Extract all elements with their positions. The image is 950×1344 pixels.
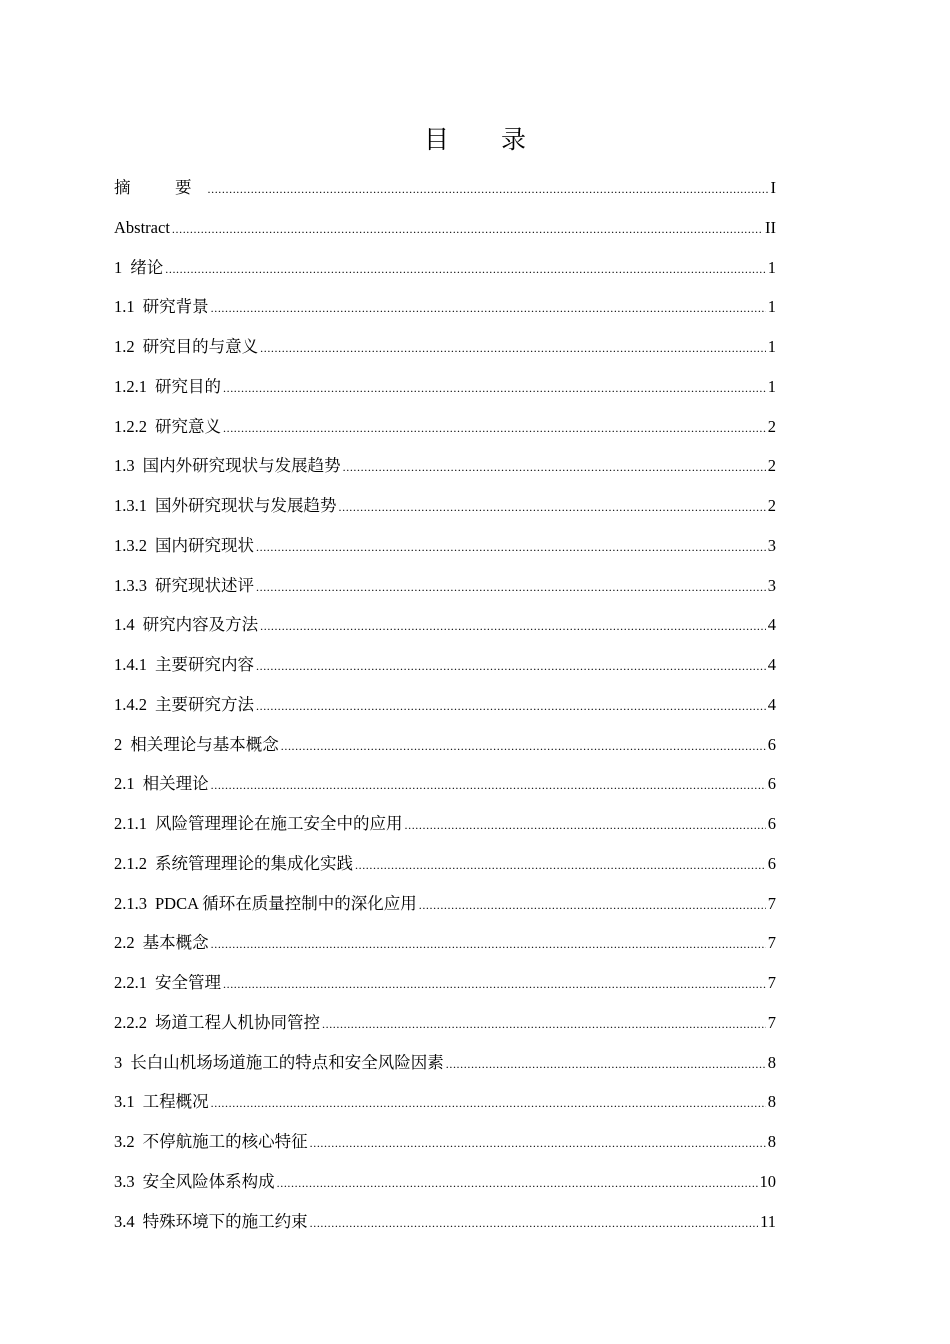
toc-entry[interactable] <box>114 923 776 963</box>
toc-dot-leader <box>256 687 766 727</box>
toc-entry[interactable] <box>114 844 776 884</box>
toc-entry-number: 2.2.1 <box>114 973 147 992</box>
toc-dot-leader <box>256 647 766 687</box>
toc-dot-leader <box>310 1204 758 1244</box>
toc-entry[interactable] <box>114 1082 776 1122</box>
toc-entry[interactable] <box>114 1202 776 1242</box>
toc-dot-leader <box>339 488 766 528</box>
toc-entry[interactable] <box>114 963 776 1003</box>
toc-entry-title: 摘 要 <box>114 178 206 197</box>
toc-entry-number: 2.2 <box>114 933 135 953</box>
toc-list <box>114 168 776 1241</box>
toc-dot-leader <box>281 727 766 767</box>
toc-dot-leader <box>310 1124 766 1164</box>
toc-entry-number: 1.2.1 <box>114 376 147 396</box>
toc-entry-page: 7 <box>767 933 776 953</box>
toc-entry-number: 2.1.1 <box>114 814 147 833</box>
toc-entry-page: 6 <box>767 734 776 754</box>
toc-entry-number: 1.4.1 <box>114 655 147 674</box>
toc-entry-page: 1 <box>767 297 776 317</box>
toc-entry[interactable] <box>114 764 776 804</box>
toc-dot-leader <box>446 1045 766 1085</box>
toc-entry-title: 风险管理理论在施工安全中的应用 <box>155 814 403 833</box>
toc-entry-title: 不停航施工的核心特征 <box>142 1132 308 1151</box>
toc-entry-page: 6 <box>767 853 776 873</box>
toc-entry-page: 1 <box>767 337 776 356</box>
toc-entry[interactable] <box>114 725 776 765</box>
toc-entry-number: 1.3 <box>114 456 135 476</box>
toc-entry[interactable] <box>114 526 776 566</box>
toc-entry[interactable] <box>114 804 776 844</box>
toc-entry-title: 工程概况 <box>142 1092 209 1112</box>
toc-entry-title: PDCA 循环在质量控制中的深化应用 <box>155 893 417 913</box>
toc-entry-title: 研究目的与意义 <box>142 337 259 356</box>
toc-entry[interactable] <box>114 407 776 447</box>
toc-entry-page: 7 <box>767 1012 776 1032</box>
toc-dot-leader <box>260 607 766 647</box>
toc-entry-number: 2.1.2 <box>114 853 147 873</box>
toc-entry-number: 1.2.2 <box>114 416 147 436</box>
toc-entry-title: 研究背景 <box>142 297 209 317</box>
toc-dot-leader <box>343 448 766 488</box>
toc-dot-leader <box>419 886 766 926</box>
toc-dot-leader <box>405 806 766 846</box>
toc-entry-title: 安全管理 <box>155 973 221 992</box>
toc-entry-page: 11 <box>760 1211 776 1231</box>
toc-entry-number: 1 <box>114 257 123 277</box>
toc-entry[interactable] <box>114 645 776 685</box>
toc-entry-page: 1 <box>767 376 776 396</box>
toc-entry-number: 3.3 <box>114 1171 135 1191</box>
toc-entry[interactable] <box>114 446 776 486</box>
toc-entry[interactable] <box>114 566 776 606</box>
toc-entry-title: 研究意义 <box>155 416 221 436</box>
toc-entry[interactable] <box>114 884 776 924</box>
toc-entry-page: 6 <box>767 774 776 794</box>
toc-entry-page: I <box>770 178 776 197</box>
toc-entry-number: 2.1.3 <box>114 893 147 913</box>
toc-entry-page: 2 <box>767 496 776 515</box>
toc-entry-title: 场道工程人机协同管控 <box>155 1012 320 1032</box>
toc-entry-number: 3.4 <box>114 1211 135 1231</box>
toc-entry-page: 3 <box>767 535 776 555</box>
toc-entry[interactable] <box>114 168 776 208</box>
toc-entry-page: 2 <box>767 456 776 476</box>
toc-entry[interactable] <box>114 1043 776 1083</box>
toc-entry-title: 主要研究内容 <box>155 655 254 674</box>
toc-entry-number: 3.2 <box>114 1132 135 1151</box>
toc-entry-page: 4 <box>767 694 776 714</box>
toc-entry-title: 基本概念 <box>142 933 209 953</box>
toc-dot-leader <box>211 925 766 965</box>
toc-entry-title: 研究内容及方法 <box>142 615 259 635</box>
toc-entry-title: 主要研究方法 <box>155 694 254 714</box>
toc-entry-number: 1.3.2 <box>114 535 147 555</box>
toc-dot-leader <box>223 369 766 409</box>
toc-entry[interactable] <box>114 327 776 367</box>
toc-dot-leader <box>260 329 766 369</box>
toc-dot-leader <box>211 289 766 329</box>
toc-entry-number: 1.3.3 <box>114 575 147 595</box>
toc-entry[interactable] <box>114 1122 776 1162</box>
toc-entry-title: 国内外研究现状与发展趋势 <box>142 456 341 476</box>
toc-entry-number: 3.1 <box>114 1092 135 1112</box>
toc-entry-page: II <box>765 217 776 237</box>
toc-entry-number: 3 <box>114 1052 123 1072</box>
toc-entry-number: 1.4 <box>114 615 135 635</box>
toc-entry-title: 国外研究现状与发展趋势 <box>155 496 337 515</box>
toc-entry-number: 2.2.2 <box>114 1012 147 1032</box>
toc-entry-page: 7 <box>767 973 776 992</box>
toc-entry-page: 8 <box>767 1092 776 1112</box>
toc-dot-leader <box>211 1084 766 1124</box>
toc-entry-page: 8 <box>767 1052 776 1072</box>
toc-entry-title: 相关理论与基本概念 <box>130 734 279 754</box>
toc-entry-page: 4 <box>767 655 776 674</box>
toc-entry-page: 6 <box>767 814 776 833</box>
toc-entry[interactable] <box>114 685 776 725</box>
toc-entry-page: 8 <box>767 1132 776 1151</box>
toc-entry-title: 安全风险体系构成 <box>142 1171 275 1191</box>
toc-entry-number: 2 <box>114 734 123 754</box>
toc-entry-page: 2 <box>767 416 776 436</box>
toc-dot-leader <box>172 210 763 250</box>
toc-entry[interactable] <box>114 486 776 526</box>
toc-entry-title: 绪论 <box>130 257 164 277</box>
toc-entry-title: 国内研究现状 <box>155 535 254 555</box>
toc-entry[interactable] <box>114 1162 776 1202</box>
toc-entry-page: 10 <box>759 1171 776 1191</box>
toc-entry-title: 相关理论 <box>142 774 209 794</box>
toc-entry[interactable] <box>114 367 776 407</box>
toc-entry-number: 1.2 <box>114 337 135 356</box>
toc-entry-title: 特殊环境下的施工约束 <box>142 1211 308 1231</box>
toc-entry-title: 长白山机场场道施工的特点和安全风险因素 <box>130 1052 444 1072</box>
toc-entry-title: 研究现状述评 <box>155 575 254 595</box>
toc-entry[interactable] <box>114 248 776 288</box>
toc-entry-number: 2.1 <box>114 774 135 794</box>
toc-title: 目 录 <box>424 125 548 154</box>
toc-entry-page: 7 <box>767 893 776 913</box>
toc-dot-leader <box>211 766 766 806</box>
toc-entry-title: Abstract <box>114 217 170 237</box>
toc-entry[interactable] <box>114 287 776 327</box>
toc-entry-number: 1.1 <box>114 297 135 317</box>
toc-dot-leader <box>256 568 766 608</box>
toc-dot-leader <box>322 1005 766 1045</box>
toc-dot-leader <box>165 250 766 290</box>
toc-dot-leader <box>355 846 766 886</box>
toc-entry-number: 1.4.2 <box>114 694 147 714</box>
toc-entry-page: 4 <box>767 615 776 635</box>
toc-entry[interactable] <box>114 1003 776 1043</box>
toc-entry-number: 1.3.1 <box>114 496 147 515</box>
toc-dot-leader <box>256 528 766 568</box>
toc-dot-leader <box>223 965 766 1005</box>
toc-dot-leader <box>277 1164 758 1204</box>
toc-dot-leader <box>208 170 769 210</box>
toc-entry-title: 研究目的 <box>155 376 221 396</box>
toc-entry-page: 1 <box>767 257 776 277</box>
toc-entry[interactable] <box>114 208 776 248</box>
toc-entry-page: 3 <box>767 575 776 595</box>
toc-entry-title: 系统管理理论的集成化实践 <box>155 853 353 873</box>
toc-dot-leader <box>223 409 766 449</box>
toc-entry[interactable] <box>114 605 776 645</box>
